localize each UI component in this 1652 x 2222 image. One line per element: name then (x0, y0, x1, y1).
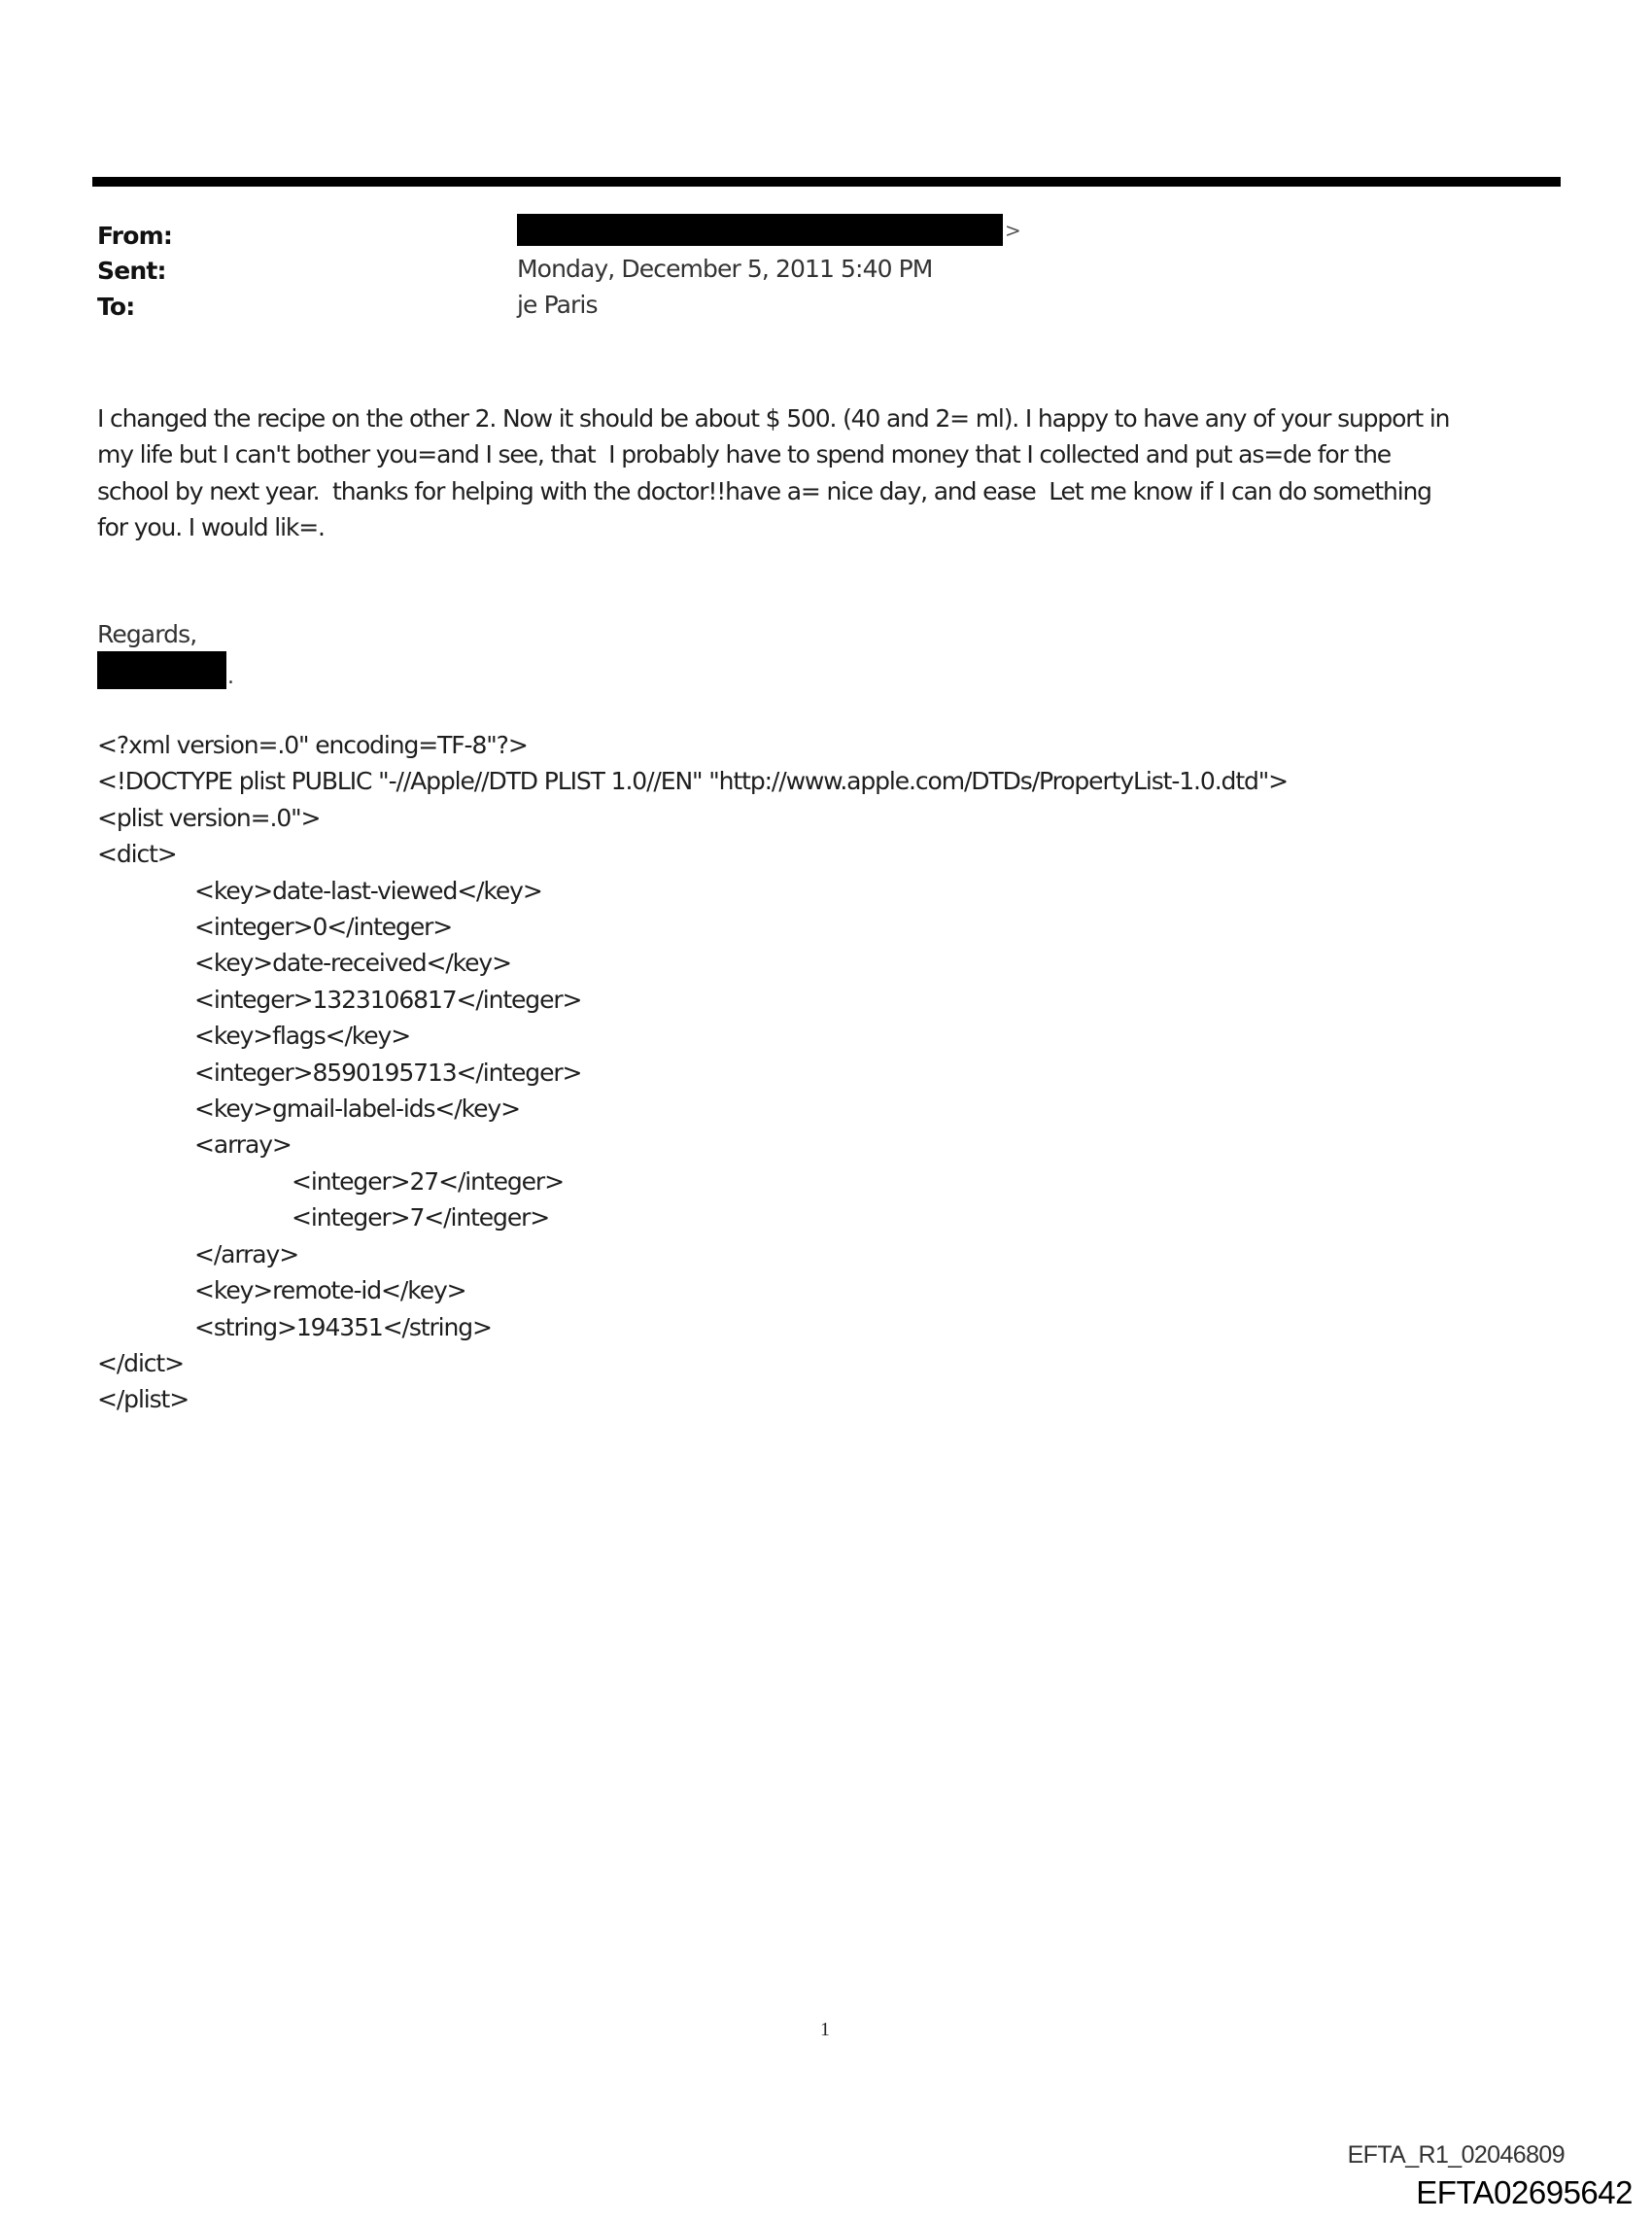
xml-line: </dict> (97, 1348, 184, 1377)
from-redaction (517, 214, 1003, 246)
sent-label: Sent: (97, 257, 166, 285)
from-label: From: (97, 222, 173, 250)
xml-line: <!DOCTYPE plist PUBLIC "-//Apple//DTD PLIST 1.0//EN" "http://www.apple.com/DTDs/PropertyList-1.0.dtd"> (97, 767, 1289, 796)
xml-line: <?xml version=.0" encoding=TF-8"?> (97, 731, 528, 759)
xml-line: <integer>27</integer> (292, 1166, 564, 1196)
header-rule (92, 177, 1561, 187)
xml-line: <dict> (97, 840, 177, 869)
body-line: my life but I can't bother you=and I see, that I probably have to spend money that I collected and put as=de for the (97, 440, 1392, 469)
xml-line: <integer>8590195713</integer> (194, 1058, 582, 1087)
xml-line: <key>gmail-label-ids</key> (194, 1094, 520, 1124)
page-number: 1 (820, 2019, 830, 2040)
bates-stamp-primary: EFTA_R1_02046809 (1347, 2141, 1565, 2169)
body-line: school by next year. thanks for helping with the doctor!!have a= nice day, and ease Let me know if I can do something (97, 476, 1431, 505)
to-value: je Paris (517, 291, 598, 319)
xml-line: <key>remote-id</key> (194, 1276, 466, 1305)
plist-xml-block (97, 727, 1288, 1418)
xml-line: </array> (194, 1239, 299, 1268)
email-body (97, 400, 1584, 545)
from-trailing-bracket: > (1005, 219, 1021, 242)
xml-line: <array> (194, 1130, 292, 1160)
to-label: To: (97, 293, 135, 321)
xml-line: <key>flags</key> (194, 1022, 411, 1051)
signature-redaction (97, 651, 226, 689)
xml-line: <key>date-last-viewed</key> (194, 876, 542, 905)
xml-line: </plist> (97, 1385, 189, 1414)
signature-period: . (227, 665, 234, 689)
xml-line: <string>194351</string> (194, 1312, 492, 1341)
body-line: for you. I would lik=. (97, 512, 325, 541)
xml-line: <integer>0</integer> (194, 913, 453, 942)
xml-line: <integer>7</integer> (292, 1203, 550, 1233)
sent-value: Monday, December 5, 2011 5:40 PM (517, 255, 933, 283)
body-line: I changed the recipe on the other 2. Now it should be about $ 500. (40 and 2= ml). I happy to have any of your support in (97, 404, 1450, 433)
bates-stamp-secondary: EFTA02695642 (1416, 2174, 1633, 2210)
xml-line: <key>date-received</key> (194, 949, 511, 978)
xml-line: <plist version=.0"> (97, 803, 321, 832)
xml-line: <integer>1323106817</integer> (194, 985, 582, 1014)
closing: Regards, (97, 620, 197, 648)
